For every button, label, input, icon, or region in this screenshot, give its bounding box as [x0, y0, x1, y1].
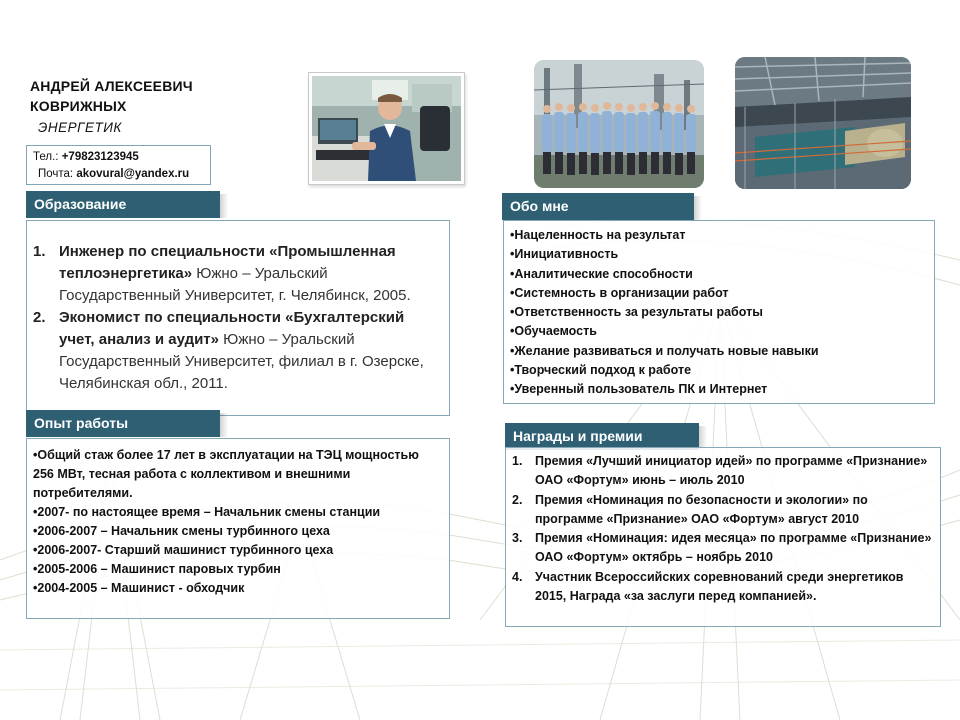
award-item-number: 4.: [512, 569, 523, 584]
name-line-2: КОВРИЖНЫХ: [30, 98, 127, 114]
education-header: [26, 191, 220, 218]
education-list: [33, 241, 435, 395]
portrait-photo: [308, 72, 465, 185]
email-label: Почта:: [38, 168, 77, 180]
award-item: [512, 568, 934, 607]
phone-label: Тел.:: [33, 151, 62, 163]
education-item-number: 1.: [33, 243, 46, 260]
phone-row: [33, 149, 204, 166]
awards-header: [505, 423, 699, 450]
experience-item: •2007- по настоящее время – Начальник смены станции: [33, 505, 381, 519]
about-item: •Желание развиваться и получать новые навыки: [510, 343, 819, 358]
contacts-box: [26, 145, 211, 185]
awards-list: [512, 452, 934, 606]
about-item: •Нацеленность на результат: [510, 228, 686, 242]
about-item: •Творческий подход к работе: [510, 363, 692, 378]
about-title: Обо мне: [510, 198, 569, 214]
email-row: [33, 166, 204, 183]
job-title: ЭНЕРГЕТИК: [38, 120, 122, 135]
about-box: [503, 220, 935, 404]
email-value: akovural@yandex.ru: [76, 168, 190, 180]
turbine-hall-photo: [735, 57, 911, 189]
experience-item: •2006-2007 – Начальник смены турбинного цеха: [33, 524, 330, 538]
experience-item: •2004-2005 – Машинист - обходчик: [33, 581, 245, 595]
award-item-number: 1.: [512, 454, 523, 468]
awards-box: [505, 447, 941, 627]
experience-item: •Общий стаж более 17 лет в эксплуатации на ТЭЦ мощностью 256 МВт, тесная работа с коллективом и внешними потребителями.: [33, 448, 419, 500]
team-photo: [534, 60, 704, 188]
phone-value: +79823123945: [61, 151, 139, 163]
about-item: •Инициативность: [510, 247, 619, 262]
award-item-text: Премия «Номинация: идея месяца» по программе «Признание» ОАО «Фортум» октябрь – ноябрь 2010: [535, 531, 932, 565]
award-item-text: Премия «Лучший инициатор идей» по программе «Признание» ОАО «Фортум» июнь – июль 2010: [535, 454, 928, 488]
award-item: [512, 491, 934, 530]
experience-header: [26, 410, 220, 437]
award-item-number: 2.: [512, 492, 523, 507]
award-item-text: Участник Всероссийских соревнований среди энергетиков 2015, Награда «за заслуги перед компанией».: [535, 569, 904, 604]
education-item-institution: Южно – Уральский Государственный Университет, г. Челябинск, 2005.: [59, 265, 411, 304]
about-item: •Системность в организации работ: [510, 285, 729, 300]
award-item: [512, 529, 934, 568]
person-name: [30, 76, 193, 116]
experience-box: [26, 438, 450, 619]
education-box: [26, 220, 450, 416]
about-header: [502, 193, 694, 220]
about-item: •Ответственность за результаты работы: [510, 305, 763, 320]
experience-item: •2006-2007- Старший машинист турбинного цеха: [33, 543, 334, 557]
education-item-degree: Инженер по специальности «Промышленная теплоэнергетика»: [59, 243, 396, 282]
award-item-text: Премия «Номинация по безопасности и экологии» по программе «Признание» ОАО «Фортум» август 2010: [535, 492, 868, 526]
name-line-1: АНДРЕЙ АЛЕКСЕЕВИЧ: [30, 78, 193, 94]
about-item: •Аналитические способности: [510, 266, 693, 281]
experience-item: •2005-2006 – Машинист паровых турбин: [33, 562, 281, 576]
education-item: [33, 307, 435, 395]
experience-title: Опыт работы: [34, 415, 129, 431]
education-title: Образование: [34, 196, 127, 212]
education-item-degree: Экономист по специальности «Бухгалтерский учет, анализ и аудит»: [59, 309, 405, 348]
awards-title: Награды и премии: [513, 428, 643, 444]
education-item: [33, 241, 435, 307]
education-item-institution: Южно – Уральский Государственный Университет, филиал в г. Озерске, Челябинская обл., 2011.: [59, 331, 424, 392]
education-item-number: 2.: [33, 309, 46, 326]
award-item: [512, 452, 934, 491]
award-item-number: 3.: [512, 531, 523, 546]
about-item: •Обучаемость: [510, 324, 597, 339]
about-item: •Уверенный пользователь ПК и Интернет: [510, 382, 768, 397]
